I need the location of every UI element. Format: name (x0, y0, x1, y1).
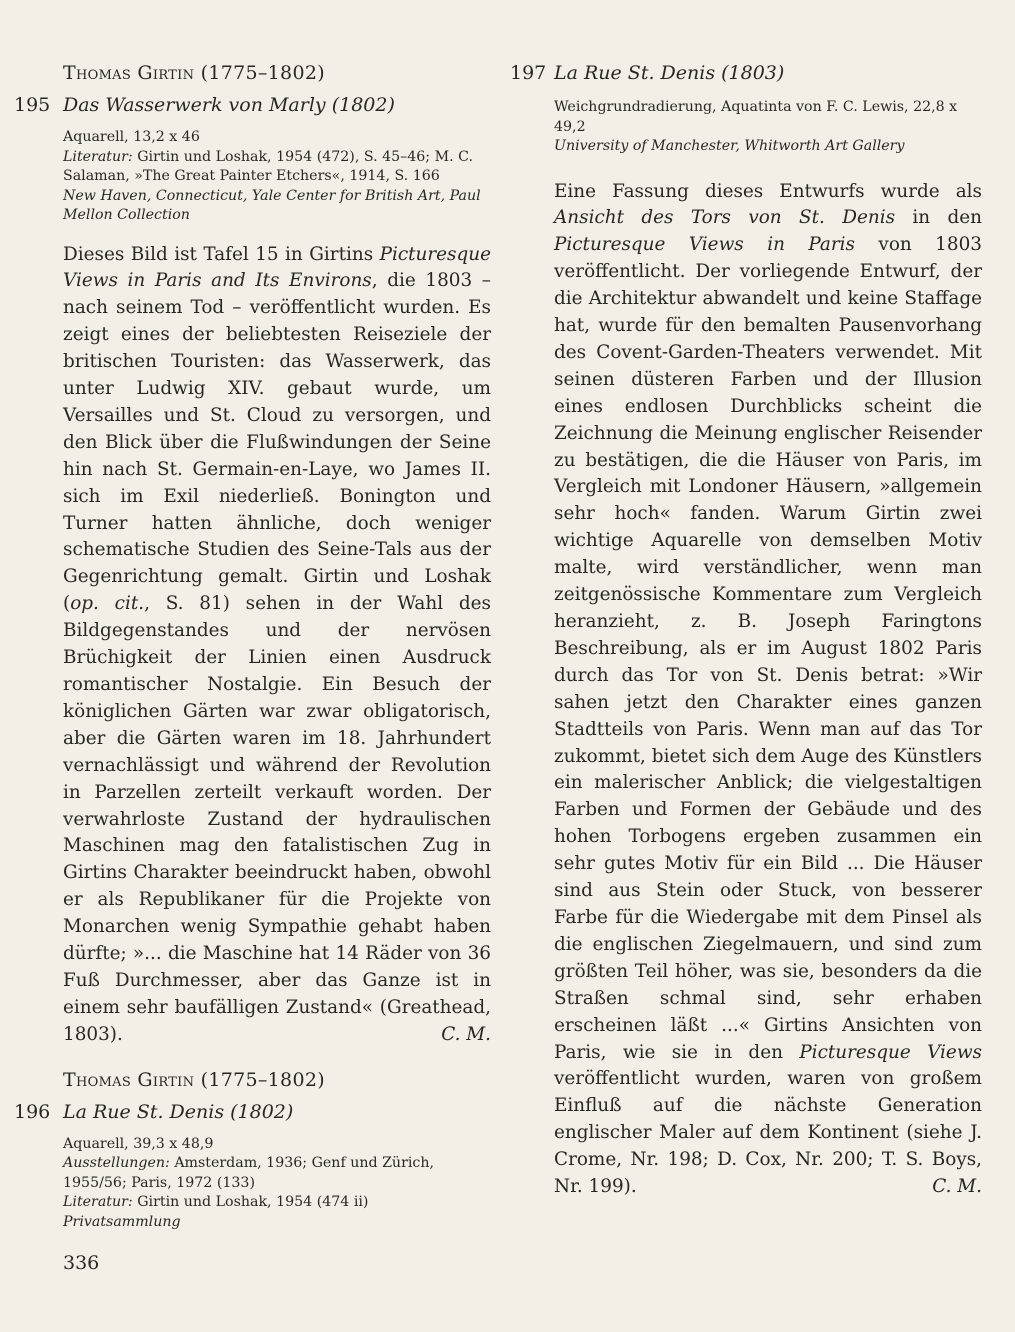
literature: Literatur: Girtin und Loshak, 1954 (472), S. 45–46; M. C. Salaman, »The Great Painter Etchers«, 1914, S. 166 (63, 148, 473, 184)
medium: Aquarell, 39,3 x 48,9 (63, 1135, 214, 1152)
artist-heading: Thomas Girtin (1775–1802) (63, 62, 325, 84)
exhibitions: Ausstellungen: Amsterdam, 1936; Genf und Zürich, 1955/56; Paris, 1972 (133) (63, 1155, 434, 1191)
entry-197-text: Eine Fassung dieses Entwurfs wurde als Ansicht des Tors von St. Denis in den Picturesque Views in Paris von 1803 veröffentlicht. Der vorliegende Entwurf, der die Architektur abwandelt und keine Staffage hat, wurde für den bemalten Pausenvorhang des Covent-Garden-Theaters verwendet. Mit seinen düsteren Farben und der Illusion eines endlosen Durchblicks scheint die Zeichnung die Meinung englischer Reisender zu bestätigen, die die Häuser von Paris, im Vergleich mit Londoner Häusern, »allgemein sehr hoch« fanden. Warum Girtin zwei wichtige Aquarelle von demselben Motiv malte, wird verständlicher, wenn man zeitgenössische Kommentare zum Vergleich heranzieht, z. B. Joseph Faringtons Beschreibung, als er im August 1802 Paris durch das Tor von St. Denis betrat: »Wir sahen jetzt den Charakter eines ganzen Stadtteils von Paris. Wenn man auf das Tor zukommt, bietet sich dem Auge des Künstlers ein malerischer Anblick; die vielgestaltigen Farben und Formen der Gebäude und des hohen Torbogens ergeben zusammen ein sehr gutes Motiv für ein Bild ... Die Häuser sind aus Stein oder Stuck, von besserer Farbe für die Wiedergabe mit dem Pinsel als die englischen Ziegelmauern, und sind zum größten Teil höher, was sie, besonders da die Straßen schmal sind, sehr erhaben erscheinen läßt ...« Girtins Ansichten von Paris, wie sie in den Picturesque Views veröffentlicht wurden, waren von großem Einfluß auf die nächste Generation englischer Maler auf dem Kontinent (siehe J. Crome, Nr. 198; D. Cox, Nr. 200; T. S. Boys, Nr. 199). C. M. (554, 179, 982, 1201)
entry-197-metadata (554, 98, 982, 157)
entry-number: 197 (510, 62, 547, 84)
entry-number: 196 (14, 1100, 51, 1123)
entry-196-metadata (63, 1135, 491, 1233)
literature: Literatur: Girtin und Loshak, 1954 (474 ii) (63, 1194, 369, 1211)
medium: Aquarell, 13,2 x 46 (63, 129, 200, 145)
page-number: 336 (63, 1252, 100, 1274)
collection: New Haven, Connecticut, Yale Center for British Art, Paul Mellon Collection (63, 187, 481, 223)
author-signature: C. M. (932, 1176, 982, 1198)
entry-195-metadata (63, 128, 491, 226)
collection: Privatsammlung (63, 1213, 181, 1230)
right-column (510, 60, 983, 1201)
collection: University of Manchester, Whitworth Art Gallery (554, 138, 905, 154)
entry-197-title: 197 La Rue St. Denis (1803) (510, 62, 785, 84)
entry-number: 195 (14, 94, 51, 116)
left-column (14, 60, 492, 1232)
medium: Weichgrundradierung, Aquatinta von F. C. Lewis, 22,8 x 49,2 (554, 99, 958, 135)
entry-195-title: 195 Das Wasserwerk von Marly (1802) (14, 94, 395, 116)
artist-heading-2: Thomas Girtin (1775–1802) (63, 1068, 325, 1091)
entry-196-title: 196 La Rue St. Denis (1802) (14, 1100, 294, 1123)
author-signature: C. M. (441, 1023, 491, 1045)
entry-195-text: Dieses Bild ist Tafel 15 in Girtins Picturesque Views in Paris and Its Environs, die 1803 – nach seinem Tod – veröffentlicht wurden. Es zeigt eines der beliebtesten Reiseziele der britischen Touristen: das Wasserwerk, das unter Ludwig XIV. gebaut wurde, um Versailles und St. Cloud zu versorgen, und den Blick über die Flußwindungen der Seine hin nach St. Germain-en-Laye, wo James II. sich im Exil niederließ. Bonington und Turner hatten ähnliche, doch weniger schematische Studien des Seine-Tals aus der Gegenrichtung gemalt. Girtin und Loshak (op. cit., S. 81) sehen in der Wahl des Bildgegenstandes und der nervösen Brüchigkeit der Linien einen Ausdruck romantischer Nostalgie. Ein Besuch der königlichen Gärten war zwar obligatorisch, aber die Gärten waren im 18. Jahrhundert vernachlässigt und während der Revolution in Parzellen zerteilt verkauft worden. Der verwahrloste Zustand der hydraulischen Maschinen mag den fatalistischen Zug in Girtins Charakter beeindruckt haben, obwohl er als Republikaner für die Projekte von Monarchen wenig Sympathie gehabt haben dürfte; »... die Maschine hat 14 Räder von 36 Fuß Durchmesser, aber das Ganze ist in einem sehr baufälligen Zustand« (Greathead, 1803). C. M. (63, 242, 491, 1049)
